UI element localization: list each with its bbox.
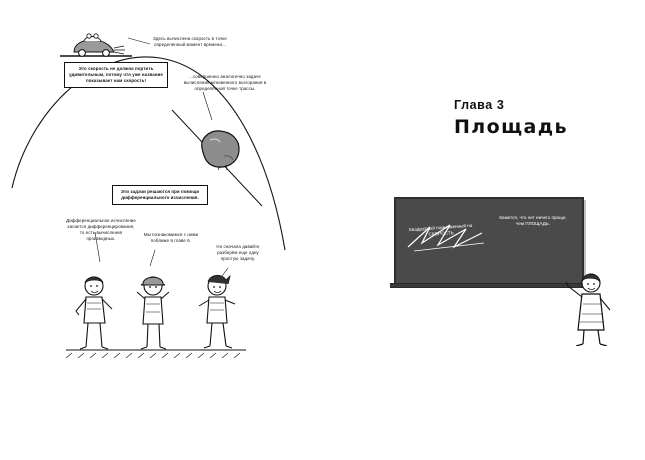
callout-simple-task: Но сначала давайте разберём еще одну простую задачу. [216,244,260,261]
chapter-title: Площадь [454,116,568,138]
callout-combined-meaning: ...совершенно аналогично задаче вычисления мгновенного возгорания в определённой точке трассы. [183,74,267,91]
callout-differential-calculus: Эти задачи решаются при помощи дифференциального исчисления. [112,185,208,205]
blackboard-surface [394,197,584,285]
rock-illustration [196,126,244,170]
blackboard [394,197,584,292]
blackboard-ledge [390,283,588,288]
teacher-illustration [566,270,616,346]
callout-diff-calc-explain: Дифференциальное исчисление касается дифференцирования, то есть вычисления производных. [66,218,136,241]
student-right-illustration [196,272,240,350]
callout-chapter-six-ref: Мы познакомимся с ними поближе в главе 6. [143,232,199,243]
callout-speed-not-constant: Это скорость не должна портить удивительным, потому что уже название показывает нам скорость! [64,62,168,88]
car-illustration [58,26,134,60]
chapter-label: Глава 3 [454,98,505,112]
student-left-illustration [72,273,116,351]
blackboard-left-text: Квадратный помноженный на СКОРОСТЬ [408,222,473,238]
blackboard-right-text [498,215,568,228]
blackboard-right-text-lead: Кажется, что нет ничего проще, чем ПЛОЩАДЬ. [499,215,567,227]
callout-speed-at-moment: Здесь вычислена скорость в точке определённый момент времени... [153,36,227,47]
left-page [0,0,322,460]
right-page [322,0,645,460]
student-middle-illustration [131,272,175,350]
